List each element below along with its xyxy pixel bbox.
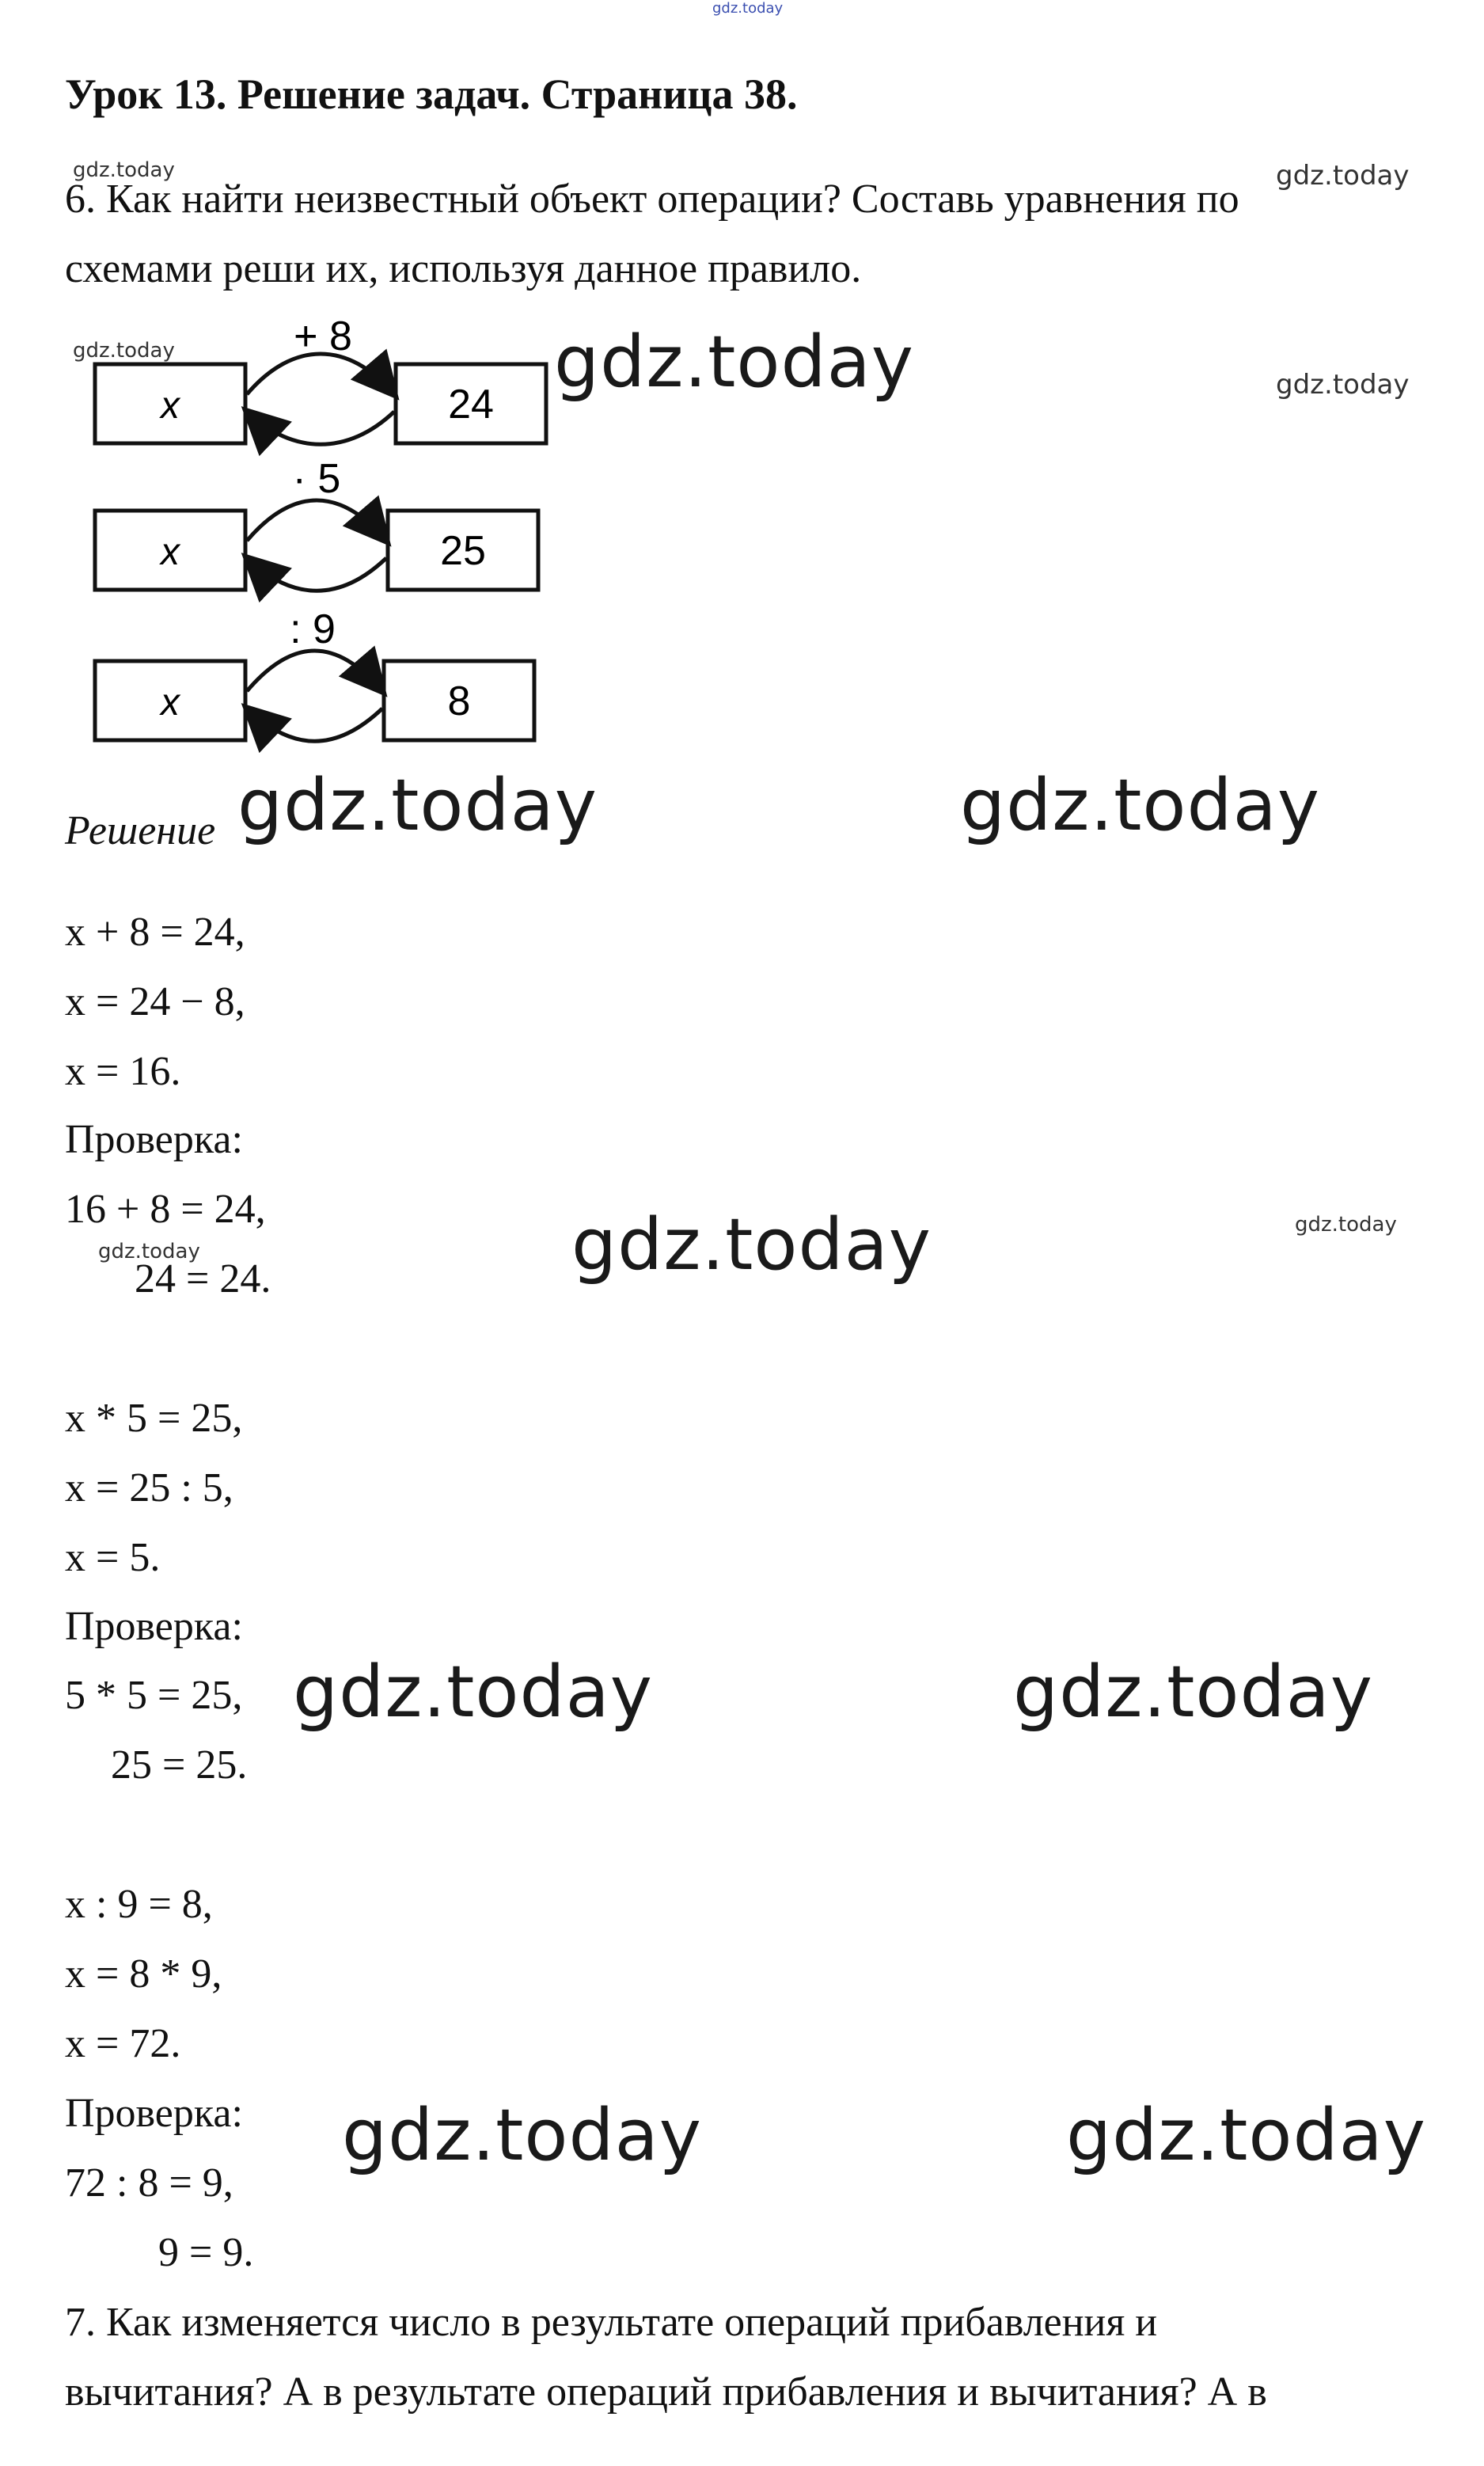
block1-check2: 24 = 24. <box>135 1256 271 1301</box>
task6-line2: схемами реши их, используя данное правило. <box>65 246 862 291</box>
task7-line2: вычитания? А в результате операций прибавления и вычитания? А в <box>65 2369 1267 2415</box>
block1-check-label: Проверка: <box>65 1117 243 1162</box>
block3-eq3: x = 72. <box>65 2021 181 2066</box>
watermark-large: gdz.today <box>571 1203 932 1286</box>
block2-eq1: x * 5 = 25, <box>65 1396 243 1441</box>
watermark-large: gdz.today <box>960 764 1321 847</box>
scheme-2 <box>95 456 538 591</box>
watermark-small: gdz.today <box>73 339 175 363</box>
block2-eq3: x = 5. <box>65 1535 161 1580</box>
scheme-2-op: · 5 <box>292 456 341 502</box>
task6-line1: 6. Как найти неизвестный объект операции? Составь уравнения по <box>65 177 1239 222</box>
block3-check-label: Проверка: <box>65 2091 243 2136</box>
scheme-1-op: + 8 <box>294 317 352 359</box>
watermark-large: gdz.today <box>1066 2094 1427 2177</box>
watermark-small: gdz.today <box>98 1240 200 1263</box>
watermark-large: gdz.today <box>554 321 915 404</box>
watermark-small: gdz.today <box>1276 160 1410 192</box>
scheme-3-right: 8 <box>447 678 471 724</box>
solution-label: Решение <box>65 808 216 853</box>
block2-check-label: Проверка: <box>65 1604 243 1649</box>
block3-check2: 9 = 9. <box>158 2230 254 2275</box>
block1-eq2: x = 24 − 8, <box>65 979 245 1024</box>
watermark-large: gdz.today <box>237 764 598 847</box>
block3-eq1: x : 9 = 8, <box>65 1882 213 1927</box>
watermark-large: gdz.today <box>1013 1651 1374 1734</box>
watermark-large: gdz.today <box>293 1651 654 1734</box>
block2-eq2: x = 25 : 5, <box>65 1465 233 1510</box>
block3-eq2: x = 8 * 9, <box>65 1951 222 1997</box>
scheme-2-left: x <box>161 531 180 573</box>
page-title: Урок 13. Решение задач. Страница 38. <box>65 70 798 118</box>
top-watermark: gdz.today <box>712 0 784 17</box>
scheme-3-op: : 9 <box>290 606 336 652</box>
task7-line1: 7. Как изменяется число в результате операций прибавления и <box>65 2300 1158 2345</box>
scheme-2-right: 25 <box>440 528 486 574</box>
scheme-1-left: x <box>161 385 180 427</box>
scheme-1 <box>95 317 546 444</box>
watermark-small: gdz.today <box>1276 369 1410 401</box>
block2-check1: 5 * 5 = 25, <box>65 1673 243 1718</box>
block1-eq1: x + 8 = 24, <box>65 910 245 955</box>
scheme-3-left: x <box>161 682 180 724</box>
watermark-small: gdz.today <box>1295 1213 1397 1237</box>
scheme-1-right: 24 <box>448 382 494 427</box>
block1-eq3: x = 16. <box>65 1049 181 1094</box>
block3-check1: 72 : 8 = 9, <box>65 2160 233 2206</box>
operation-schemes-diagram <box>71 317 562 760</box>
block2-check2: 25 = 25. <box>111 1742 248 1788</box>
watermark-large: gdz.today <box>342 2094 703 2177</box>
watermark-small: gdz.today <box>73 158 175 182</box>
block1-check1: 16 + 8 = 24, <box>65 1187 266 1232</box>
scheme-3 <box>95 606 534 741</box>
